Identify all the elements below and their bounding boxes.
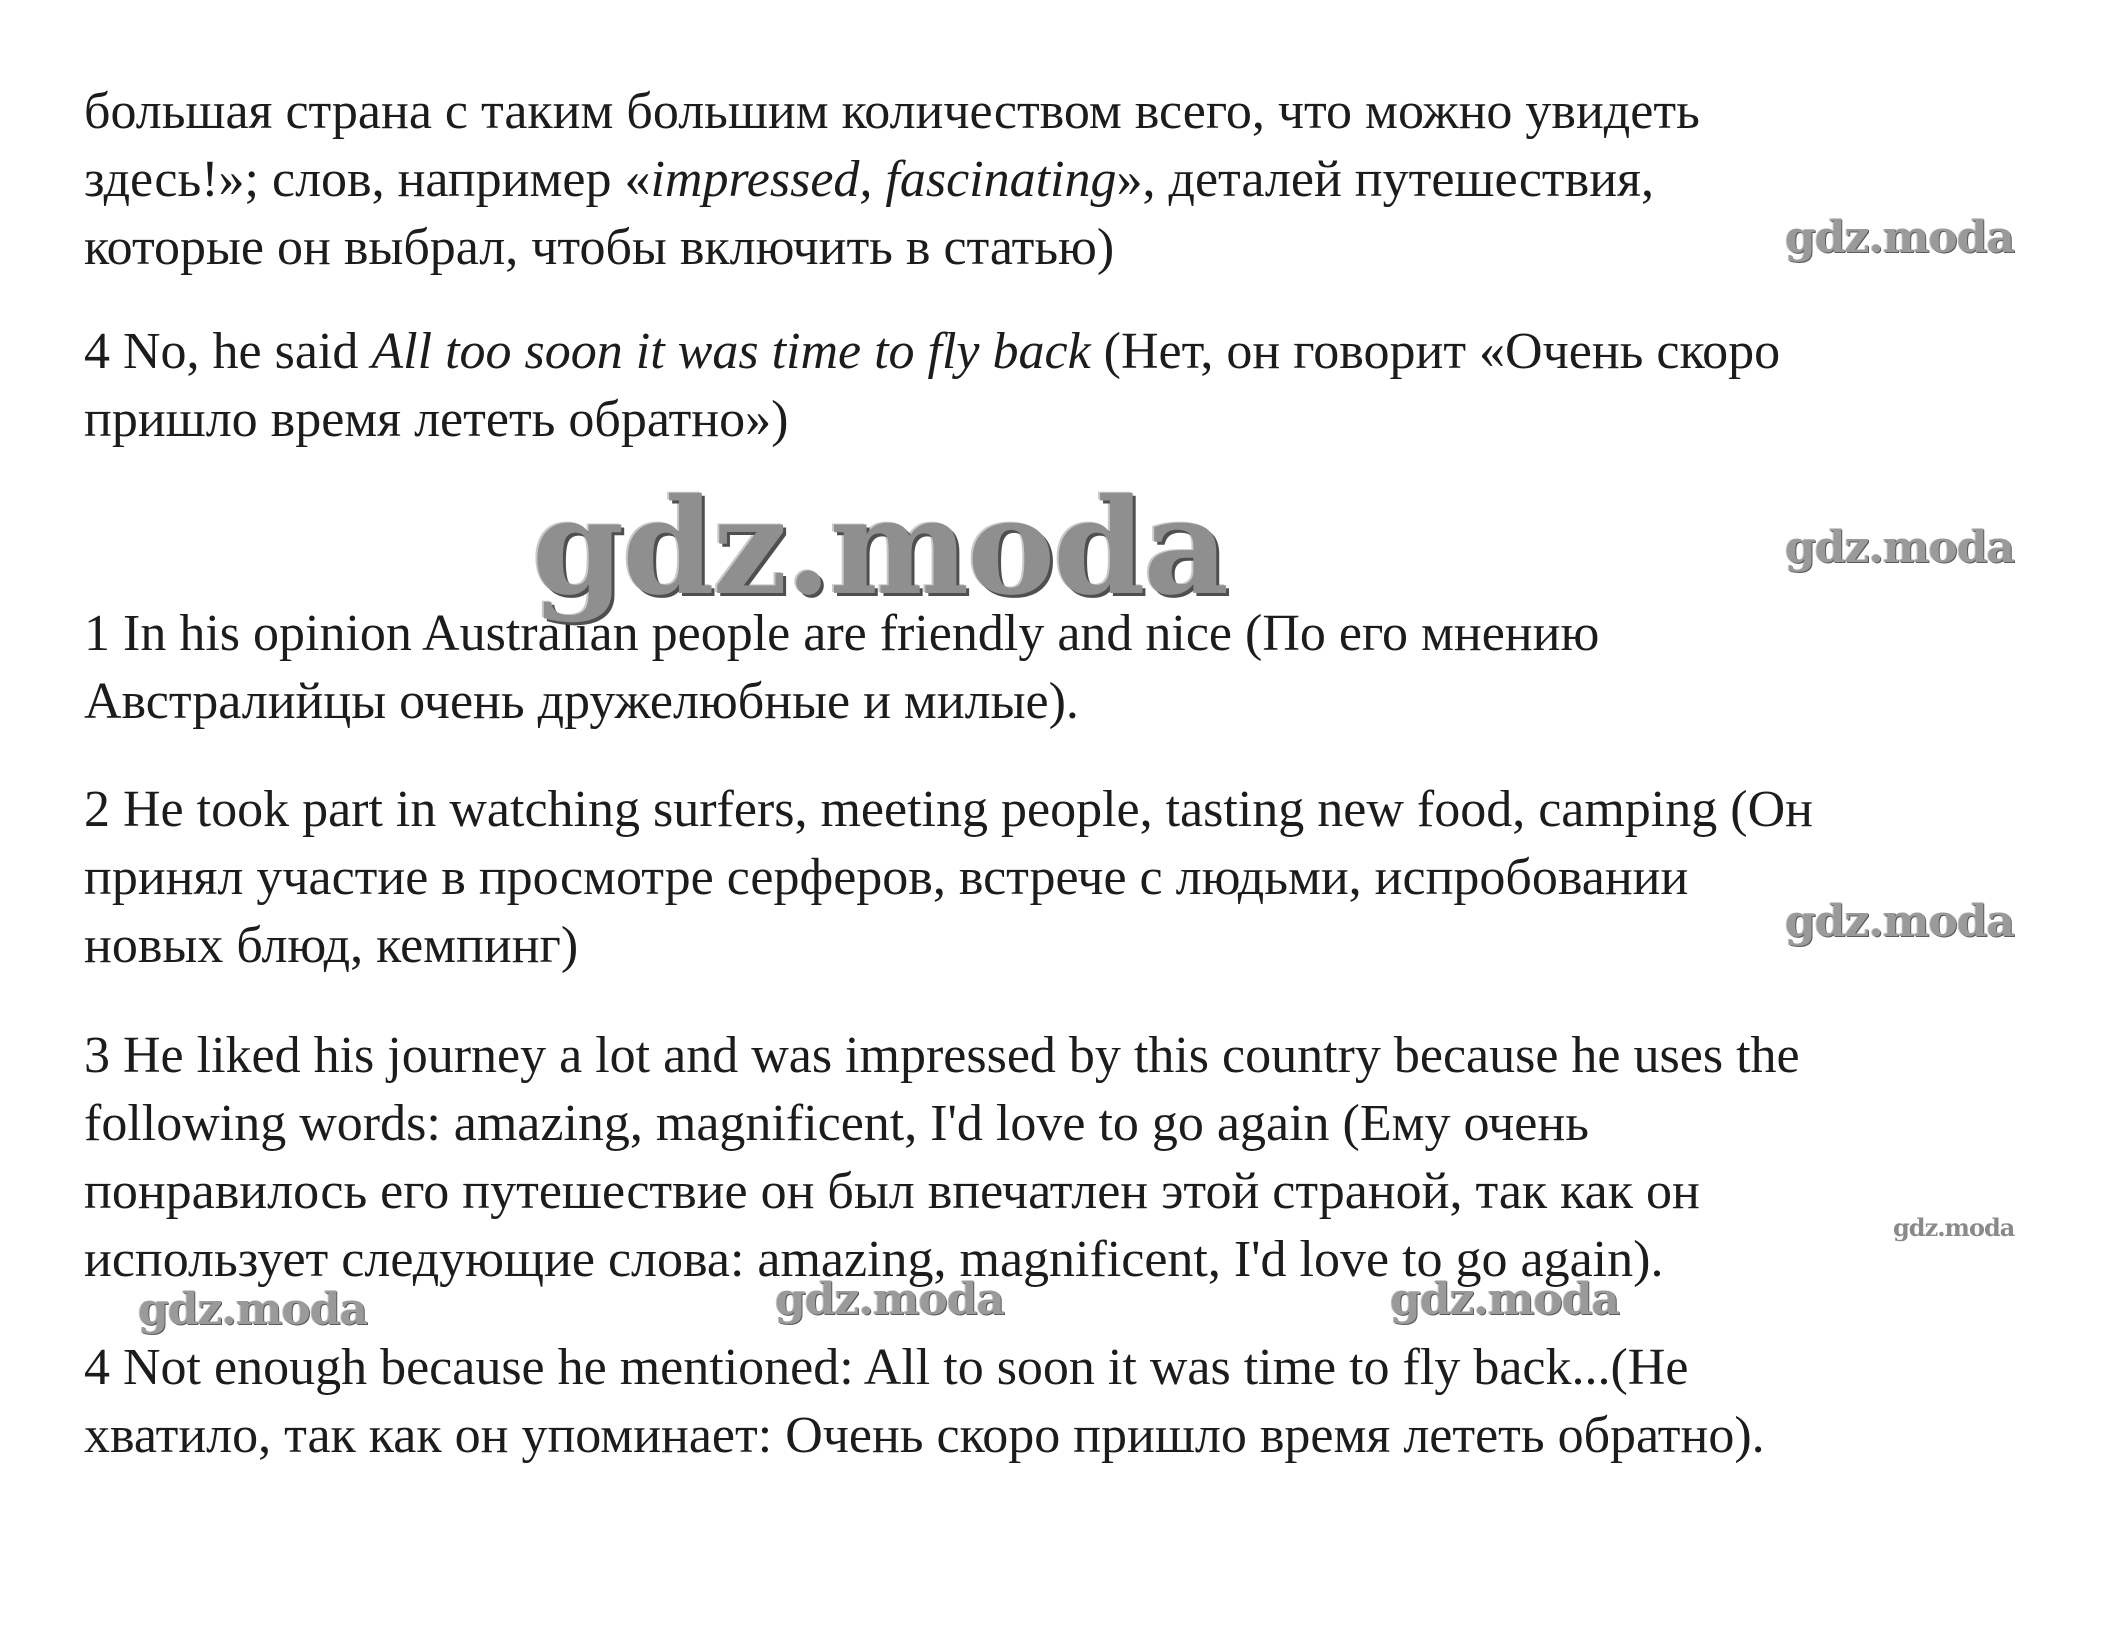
text-line: 4 Not enough because he mentioned: All to soon it was time to fly back...(Не — [84, 1339, 1689, 1396]
watermark: gdz.moda — [1390, 1274, 1620, 1325]
text-line: новых блюд, кемпинг) — [84, 917, 579, 974]
text-line: 2 He took part in watching surfers, meeting people, tasting new food, camping (Он — [84, 781, 1813, 838]
text-line: использует следующие слова: amazing, magnificent, I'd love to go again). — [84, 1231, 1664, 1288]
text-line: которые он выбрал, чтобы включить в статью) — [84, 219, 1115, 276]
text-line — [84, 318, 2064, 386]
text-line — [84, 146, 2064, 214]
text-line: following words: amazing, magnificent, I'd love to go again (Ему очень — [84, 1095, 1589, 1152]
text-line: Австралийцы очень дружелюбные и милые). — [84, 673, 1079, 730]
text-run: (Нет, он говорит «Очень скоро — [1090, 323, 1781, 380]
text-line: понравилось его путешествие он был впечатлен этой страной, так как он — [84, 1163, 1700, 1220]
watermark-small: gdz.moda — [1893, 1213, 2015, 1242]
text-line: принял участие в просмотре серферов, встрече с людьми, испробовании — [84, 849, 1689, 906]
answer-4-first-set — [84, 318, 2064, 454]
answer-3 — [84, 1022, 2064, 1294]
watermark-large: gdz.moda — [532, 470, 1228, 625]
italic-text-run: impressed, fascinating — [650, 151, 1117, 208]
text-run: », деталей путешествия, — [1116, 151, 1654, 208]
text-run: здесь!»; слов, например « — [84, 151, 651, 208]
paragraph-continuation — [84, 78, 2064, 282]
answer-4 — [84, 1334, 2064, 1470]
text-line: хватило, так как он упоминает: Очень скоро пришло время лететь обратно). — [84, 1407, 1765, 1464]
text-run: 4 No, he said — [84, 323, 372, 380]
watermark: gdz.moda — [1785, 522, 2015, 573]
watermark: gdz.moda — [1785, 212, 2015, 263]
italic-text-run: All too soon it was time to fly back — [371, 323, 1091, 380]
text-line: 3 He liked his journey a lot and was impressed by this country because he uses the — [84, 1027, 1800, 1084]
text-line: 1 In his opinion Australian people are friendly and nice (По его мнению — [84, 605, 1600, 662]
watermark: gdz.moda — [1785, 896, 2015, 947]
watermark: gdz.moda — [775, 1274, 1005, 1325]
answer-2 — [84, 776, 2064, 980]
text-line: пришло время лететь обратно») — [84, 391, 789, 448]
text-line: большая страна с таким большим количеством всего, что можно увидеть — [84, 83, 1700, 140]
watermark: gdz.moda — [138, 1284, 368, 1335]
